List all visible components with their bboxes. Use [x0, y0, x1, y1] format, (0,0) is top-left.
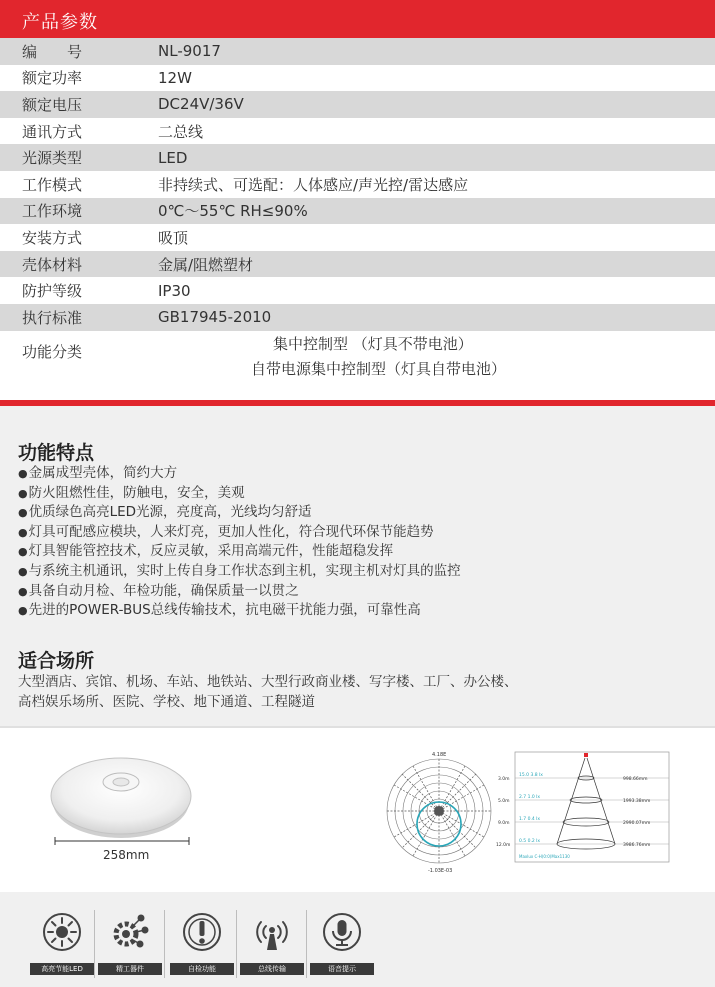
component-icon [110, 912, 150, 952]
list-item: ● 防火阻燃性佳，防触电，安全，美观 [18, 484, 461, 504]
cone-dist: 5.0m [498, 799, 510, 804]
spec-value: 0℃～55℃ RH≤90% [158, 202, 308, 221]
cone-size: 998.66mm [623, 777, 648, 782]
spec-row-category [0, 331, 715, 391]
category-value-2: 自带电源集中控制型（灯具自带电池） [251, 359, 507, 378]
spec-row [0, 118, 715, 145]
cone-size: 1993.38mm [623, 799, 651, 804]
polar-bottom-label: -1.03E-03 [428, 868, 453, 874]
spec-row [0, 224, 715, 251]
list-item: ● 灯具可配感应模块，人来灯亮，更加人性化，符合现代环保节能趋势 [18, 523, 461, 543]
spec-label: 壳体材料 [22, 255, 83, 274]
icon-divider [164, 910, 165, 978]
spec-label: 通讯方式 [22, 122, 83, 141]
led-icon [42, 912, 82, 952]
dimension-line [54, 836, 190, 846]
spec-value: 吸顶 [158, 228, 189, 247]
cone-lux: 1.7 0.4 lx [519, 817, 541, 822]
lower-panel [0, 406, 715, 987]
spec-label: 光源类型 [22, 149, 83, 168]
bus-icon [252, 912, 292, 952]
spec-label: 功能分类 [22, 342, 83, 361]
spec-label: 安装方式 [22, 228, 83, 247]
list-item: ● 优质绿色高亮LED光源，亮度高，光线均匀舒适 [18, 503, 461, 523]
section-header [0, 0, 715, 38]
figure-area [0, 728, 715, 892]
section-title: 产品参数 [22, 12, 98, 33]
spec-value: IP30 [158, 281, 191, 300]
cone-lux: 2.7 1.0 lx [519, 795, 541, 800]
spec-row [0, 304, 715, 331]
polar-diagram [376, 748, 502, 874]
places-title: 适合场所 [18, 650, 95, 672]
cone-footer: Maxlux C-H(0:0)Max1130 [519, 854, 570, 859]
spec-value: LED [158, 148, 188, 167]
icon-divider [94, 910, 95, 978]
places-line-1: 大型酒店、宾馆、机场、车站、地铁站、大型行政商业楼、写字楼、工厂、办公楼、 [18, 674, 518, 690]
places-text [18, 672, 518, 712]
spec-table [0, 38, 715, 391]
spec-row [0, 65, 715, 92]
icon-label: 自检功能 [170, 963, 234, 975]
icon-voice [310, 912, 374, 974]
spec-label: 额定电压 [22, 95, 83, 114]
list-item: ● 金属成型壳体，简约大方 [18, 464, 461, 484]
spec-label: 执行标准 [22, 308, 83, 327]
feature-list [18, 464, 461, 621]
cone-lux: 0.5 0.2 lx [519, 839, 541, 844]
category-value-1: 集中控制型 （灯具不带电池） [273, 334, 473, 353]
spec-row [0, 251, 715, 278]
icon-label: 语音提示 [310, 963, 374, 975]
voice-icon [322, 912, 362, 952]
icon-divider [306, 910, 307, 978]
cone-dist: 12.0m [496, 843, 511, 848]
polar-top-label: 4.18E [432, 752, 447, 758]
spec-label: 防护等级 [22, 282, 83, 301]
spec-row [0, 38, 715, 65]
spec-value: 非持续式、可选配：人体感应/声光控/雷达感应 [158, 175, 469, 194]
cone-lux: 15.0 3.8 lx [519, 773, 543, 778]
list-item: ● 与系统主机通讯，实时上传自身工作状态到主机，实现主机对灯具的监控 [18, 562, 461, 582]
product-image [46, 740, 196, 845]
spec-label: 工作模式 [22, 175, 83, 194]
spec-row [0, 144, 715, 171]
spec-value: 金属/阻燃塑材 [158, 255, 254, 274]
cone-dist: 9.0m [498, 821, 510, 826]
icon-divider [236, 910, 237, 978]
cone-dist: 3.0m [498, 777, 510, 782]
spec-row [0, 91, 715, 118]
spec-value: GB17945-2010 [158, 308, 272, 327]
spec-label: 编 号 [22, 42, 83, 61]
feature-icons [0, 892, 715, 987]
list-item: ● 灯具智能管控技术，反应灵敏，采用高端元件，性能超稳发挥 [18, 542, 461, 562]
cone-diagram [495, 748, 675, 872]
spec-value: DC24V/36V [158, 95, 244, 114]
icon-label: 总线传输 [240, 963, 304, 975]
icon-led [30, 912, 94, 974]
icon-self-check [170, 912, 234, 974]
cone-size: 3986.76mm [623, 843, 651, 848]
dimension-label: 258mm [103, 848, 150, 862]
cone-size: 2990.07mm [623, 821, 651, 826]
spec-row [0, 277, 715, 304]
spec-value: NL-9017 [158, 42, 221, 61]
icon-label: 精工器件 [98, 963, 162, 975]
places-line-2: 高档娱乐场所、医院、学校、地下通道、工程隧道 [18, 694, 315, 710]
list-item: ● 先进的POWER-BUS总线传输技术，抗电磁干扰能力强，可靠性高 [18, 601, 461, 621]
spec-row [0, 171, 715, 198]
spec-label: 额定功率 [22, 69, 83, 88]
spec-label: 工作环境 [22, 202, 83, 221]
icon-bus [240, 912, 304, 974]
icon-component [98, 912, 162, 974]
spec-row [0, 198, 715, 225]
spec-value: 12W [158, 68, 192, 87]
features-title: 功能特点 [18, 442, 95, 464]
self-check-icon [182, 912, 222, 952]
list-item: ● 具备自动月检、年检功能，确保质量一以贯之 [18, 582, 461, 602]
icon-label: 高亮节能LED [30, 963, 94, 975]
spec-value: 二总线 [158, 122, 204, 141]
